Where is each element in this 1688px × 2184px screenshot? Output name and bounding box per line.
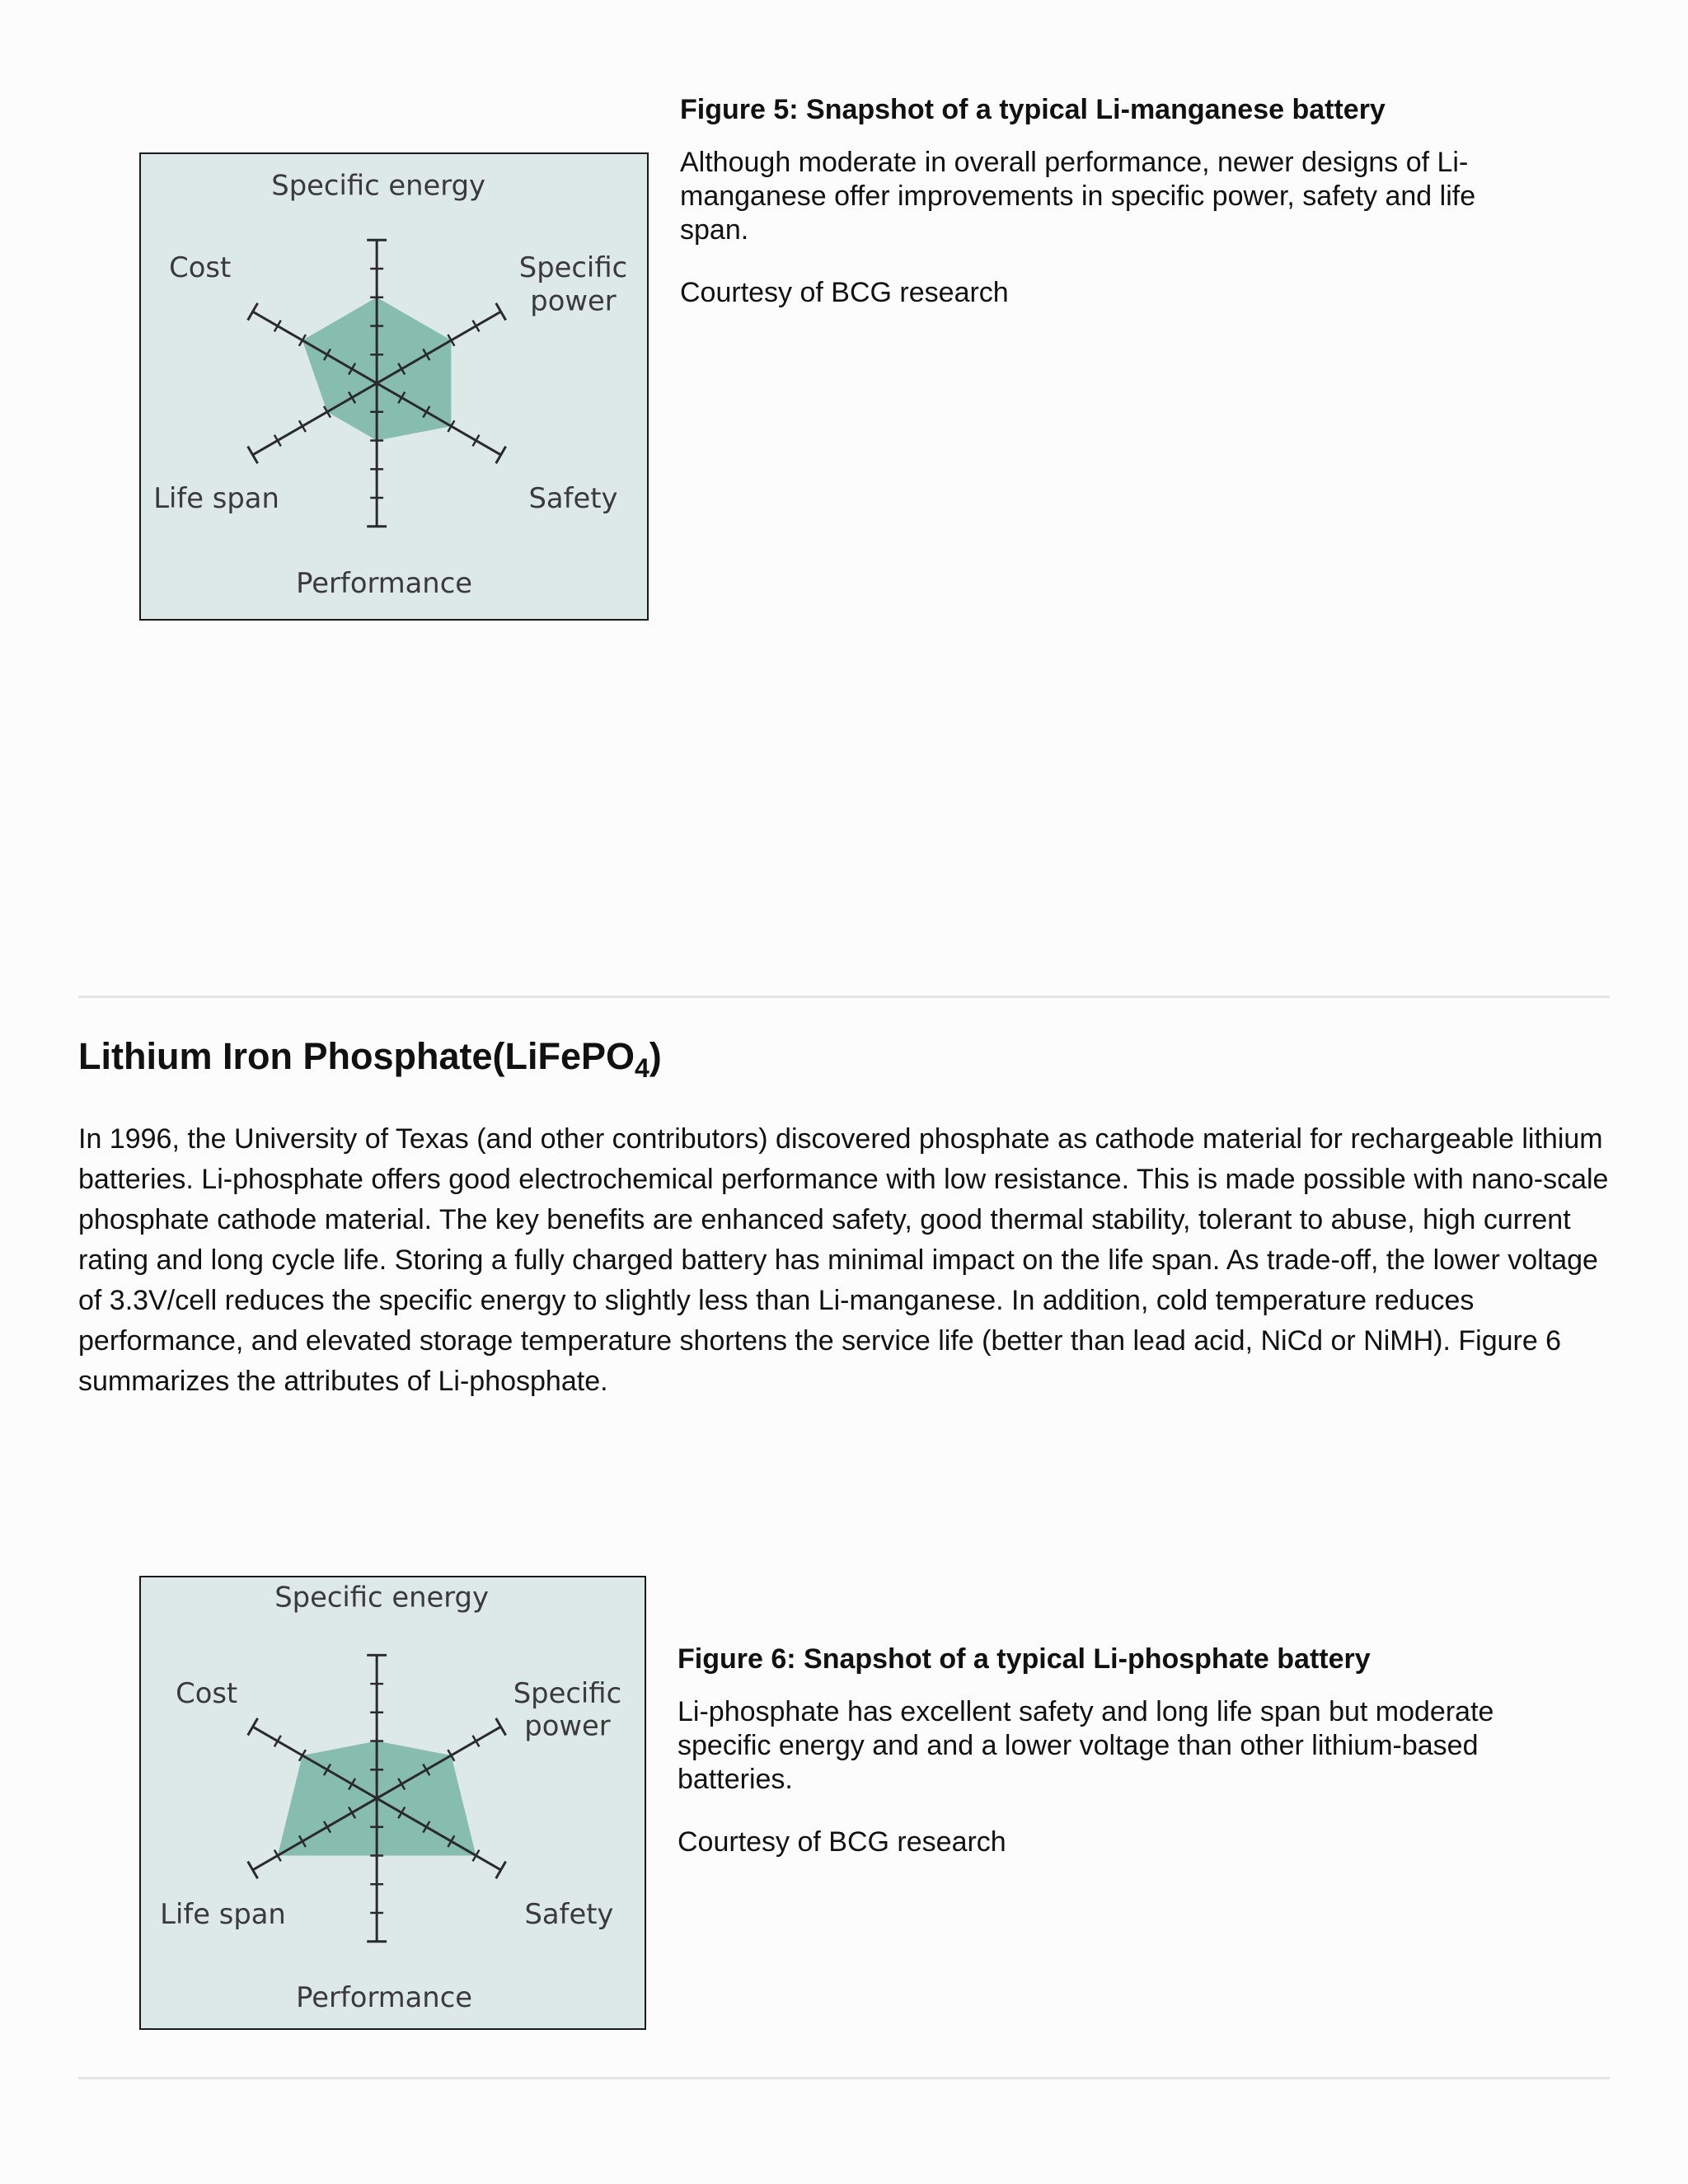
radar-label-specific-power: Specific power (518, 251, 628, 317)
radar-plot (248, 1655, 506, 1941)
radar-plot (248, 240, 506, 527)
figure-5-caption (680, 93, 1587, 310)
figure-5-radar-chart (139, 152, 649, 621)
section-title-subscript: 4 (635, 1053, 649, 1083)
radar-axis-cap-safety (496, 1862, 506, 1879)
section-body: In 1996, the University of Texas (and other contributors) discovered phosphate as cathode material for rechargeable lithium batteries. Li-phosphate offers good electrochemical performance with low resistance. This is made possible with nano-scale phosphate cathode material. The key benefits are enhanced safety, good thermal stability, tolerant to abuse, high current rating and long cycle life. Storing a fully charged battery has minimal impact on the life span. As trade-off, the lower voltage of 3.3V/cell reduces the specific energy to slightly less than Li-manganese. In addition, cold temperature reduces performance, and elevated storage temperature shortens the service life (better than lead acid, NiCd or NiMH). Figure 6 summarizes the attributes of Li-phosphate. (78, 1123, 1609, 1397)
radar-label-cost: Cost (169, 251, 232, 284)
section-divider-top (78, 996, 1610, 998)
section-title-suffix: ) (649, 1035, 662, 1077)
figure-5-description: Although moderate in overall performance, newer designs of Li-manganese offer improvements in specific power, safety and life span. (680, 147, 1476, 246)
radar-axis-cap-cost (248, 303, 258, 321)
radar-axis-cap-specific-power (496, 303, 506, 321)
radar-label-specific-energy: Specific energy (274, 1581, 489, 1614)
figure-6-description: Li-phosphate has excellent safety and long life span but moderate specific energy and and a lower voltage than other lithium-based batteries. (678, 1696, 1494, 1795)
radar-axis-cap-safety (496, 447, 506, 464)
figure-6-radar-chart (139, 1576, 646, 2030)
radar-label-performance: Performance (296, 1981, 473, 2014)
figure-5-radar-svg (141, 154, 647, 619)
radar-axis-cap-life-span (248, 447, 258, 464)
section-divider-bottom (78, 2077, 1610, 2079)
radar-label-performance: Performance (296, 567, 473, 600)
figure-6-title: Figure 6: Snapshot of a typical Li-phosphate battery (678, 1643, 1371, 1675)
section-title (78, 1035, 662, 1084)
radar-label-safety: Safety (528, 481, 618, 514)
radar-label-life-span: Life span (153, 481, 279, 514)
radar-label-specific-power: Specific power (513, 1676, 622, 1742)
figure-6-radar-svg (141, 1577, 645, 2028)
radar-label-cost: Cost (176, 1676, 238, 1709)
figure-6-credit: Courtesy of BCG research (678, 1826, 1006, 1858)
radar-label-safety: Safety (524, 1897, 614, 1930)
figure-5-credit: Courtesy of BCG research (680, 277, 1009, 308)
radar-label-specific-energy: Specific energy (271, 169, 485, 202)
figure-5-title: Figure 5: Snapshot of a typical Li-manganese battery (680, 94, 1386, 125)
radar-axis-cap-cost (248, 1718, 258, 1736)
radar-label-life-span: Life span (160, 1897, 286, 1930)
radar-axis-cap-life-span (248, 1862, 258, 1879)
radar-axis-cap-specific-power (496, 1718, 506, 1736)
figure-6-caption (678, 1643, 1584, 1859)
section-title-text: Lithium Iron Phosphate(LiFePO (78, 1035, 635, 1077)
